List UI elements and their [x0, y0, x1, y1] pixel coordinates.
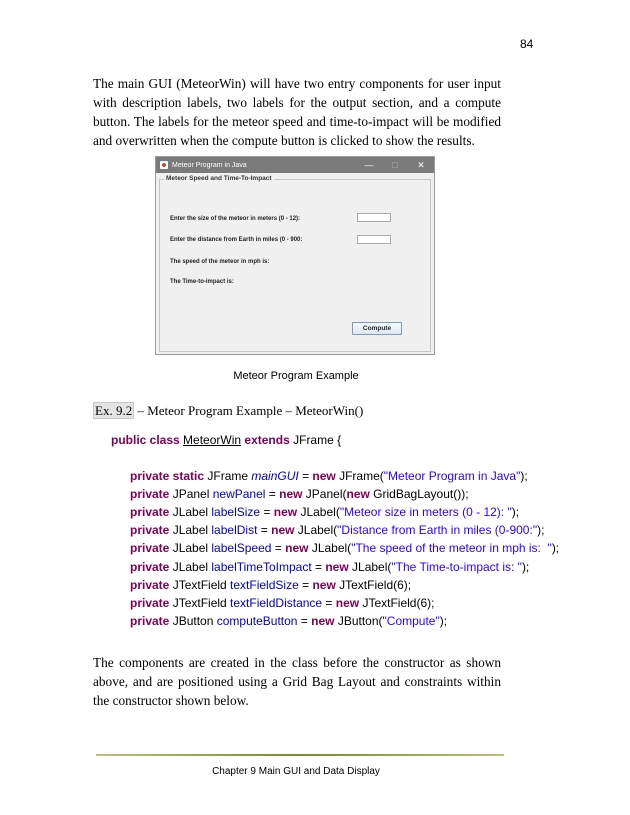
size-input[interactable] [357, 213, 391, 222]
code-text: JPanel [169, 487, 213, 502]
code-line [130, 523, 544, 537]
code-keyword: private [130, 595, 170, 610]
code-keyword: new [279, 487, 303, 502]
code-line [130, 505, 519, 519]
example-heading [93, 403, 363, 419]
code-text: JTextField [169, 577, 231, 592]
code-line [130, 578, 411, 592]
code-field-name: textFieldDistance [230, 595, 323, 610]
code-text: JLabel [169, 559, 212, 574]
code-keyword: new [335, 595, 360, 610]
code-text: ); [551, 541, 560, 556]
distance-label: Enter the distance from Earth in miles (0 - 900: [170, 237, 303, 243]
code-string: "Meteor size in meters (0 - 12): " [339, 505, 512, 520]
code-text: = [298, 577, 313, 592]
size-label: Enter the size of the meteor in meters (0 - 12): [170, 216, 301, 222]
minimize-button[interactable]: — [364, 160, 374, 170]
code-text: JTextField(6); [335, 577, 412, 592]
code-line [130, 614, 447, 628]
code-text: JLabel [169, 541, 212, 556]
code-text: JLabel( [308, 541, 352, 556]
code-text: ); [537, 523, 545, 538]
code-line [130, 596, 434, 610]
code-string: "Compute" [382, 613, 440, 628]
code-line [130, 560, 529, 574]
code-keyword: private [130, 541, 170, 556]
closing-paragraph: The components are created in the class before the constructor as shown above, and are positioned using a Grid Bag Layout and constraints within the constructor shown below. [93, 655, 501, 708]
code-text: ); [461, 487, 469, 502]
meteor-program-window [155, 156, 435, 355]
code-keyword: new [312, 577, 336, 592]
groupbox-title: Meteor Speed and Time-To-Impact [166, 175, 272, 182]
code-text: = [265, 487, 280, 502]
code-text: = [257, 523, 272, 538]
code-string: "Meteor Program in Java" [383, 469, 521, 483]
code-keyword: private [130, 577, 170, 592]
code-field-name: textFieldSize [230, 577, 299, 592]
code-text: JPanel( [302, 487, 347, 502]
code-string: "The speed of the meteor in mph is: " [351, 541, 552, 556]
code-text: JButton( [334, 613, 383, 628]
code-text: ); [521, 559, 530, 574]
code-keyword: private [130, 559, 170, 574]
code-text: JButton [169, 613, 217, 628]
code-keyword: private [130, 487, 170, 502]
code-line [130, 469, 528, 483]
code-text: GridBagLayout() [369, 487, 462, 502]
code-keyword: new [285, 541, 309, 556]
code-field-name: labelTimeToImpact [211, 559, 312, 574]
distance-input[interactable] [357, 235, 391, 244]
code-text: = [271, 541, 286, 556]
code-field-name: labelSpeed [211, 541, 272, 556]
code-keyword: new [325, 559, 349, 574]
code-text: = [311, 559, 326, 574]
code-class-name: MeteorWin [183, 433, 242, 447]
code-keyword: new [312, 469, 336, 483]
intro-paragraph: The main GUI (MeteorWin) will have two entry components for user input with description labels, two labels for the output section, and a compute button. The labels for the meteor speed and time-to-impact will be modified and overwritten when the compute button is clicked to show the results. [93, 76, 501, 148]
code-text: ); [439, 613, 448, 628]
example-number: Ex. 9.2 [95, 403, 133, 418]
java-app-icon [160, 161, 168, 169]
code-keyword: private [130, 505, 170, 520]
code-string: "The Time-to-impact is: " [391, 559, 522, 574]
code-keyword: extends [244, 433, 290, 447]
code-text: JLabel [169, 505, 212, 520]
code-text: JLabel( [294, 523, 338, 538]
code-keyword: new [273, 505, 298, 520]
code-keyword: private static [130, 469, 205, 483]
code-line [130, 487, 469, 501]
code-keyword: new [271, 523, 295, 538]
figure-caption: Meteor Program Example [233, 370, 359, 382]
footer-rule [96, 754, 504, 756]
code-field-name: mainGUI [251, 469, 299, 483]
code-keyword: new [346, 487, 370, 502]
window-title: Meteor Program in Java [172, 161, 247, 169]
code-keyword: private [130, 613, 170, 628]
code-text: = [298, 469, 313, 483]
code-field-name: labelSize [211, 505, 261, 520]
footer-chapter-title: Chapter 9 Main GUI and Data Display [212, 766, 380, 777]
code-field-name: newPanel [212, 487, 266, 502]
code-text: JTextField [169, 595, 231, 610]
code-field-name: labelDist [211, 523, 258, 538]
code-text: JLabel( [297, 505, 340, 520]
close-button[interactable]: ✕ [417, 159, 425, 170]
code-text: JFrame { [293, 433, 342, 447]
code-line [130, 541, 559, 555]
code-keyword: public class [111, 433, 180, 447]
example-title: – Meteor Program Example – MeteorWin() [134, 403, 364, 418]
window-content [156, 173, 434, 356]
code-text: = [297, 613, 312, 628]
code-text: JFrame [204, 469, 252, 483]
time-output-label: The Time-to-impact is: [170, 279, 234, 285]
code-string: "Distance from Earth in miles (0-900:" [337, 523, 538, 538]
code-text: JTextField(6); [359, 595, 435, 610]
code-text: = [322, 595, 336, 610]
page-number: 84 [520, 37, 534, 51]
code-text: ); [511, 505, 520, 520]
code-text: ); [520, 469, 528, 483]
code-text: JLabel [169, 523, 212, 538]
code-text: = [260, 505, 274, 520]
code-keyword: private [130, 523, 170, 538]
code-field-name: computeButton [216, 613, 298, 628]
class-declaration [111, 433, 341, 447]
code-keyword: new [311, 613, 335, 628]
window-titlebar[interactable] [156, 157, 434, 173]
code-text: JFrame( [335, 469, 384, 483]
maximize-button[interactable]: □ [392, 160, 398, 170]
compute-button[interactable]: Compute [352, 322, 402, 335]
code-text: JLabel( [348, 559, 392, 574]
speed-output-label: The speed of the meteor in mph is: [170, 259, 270, 265]
